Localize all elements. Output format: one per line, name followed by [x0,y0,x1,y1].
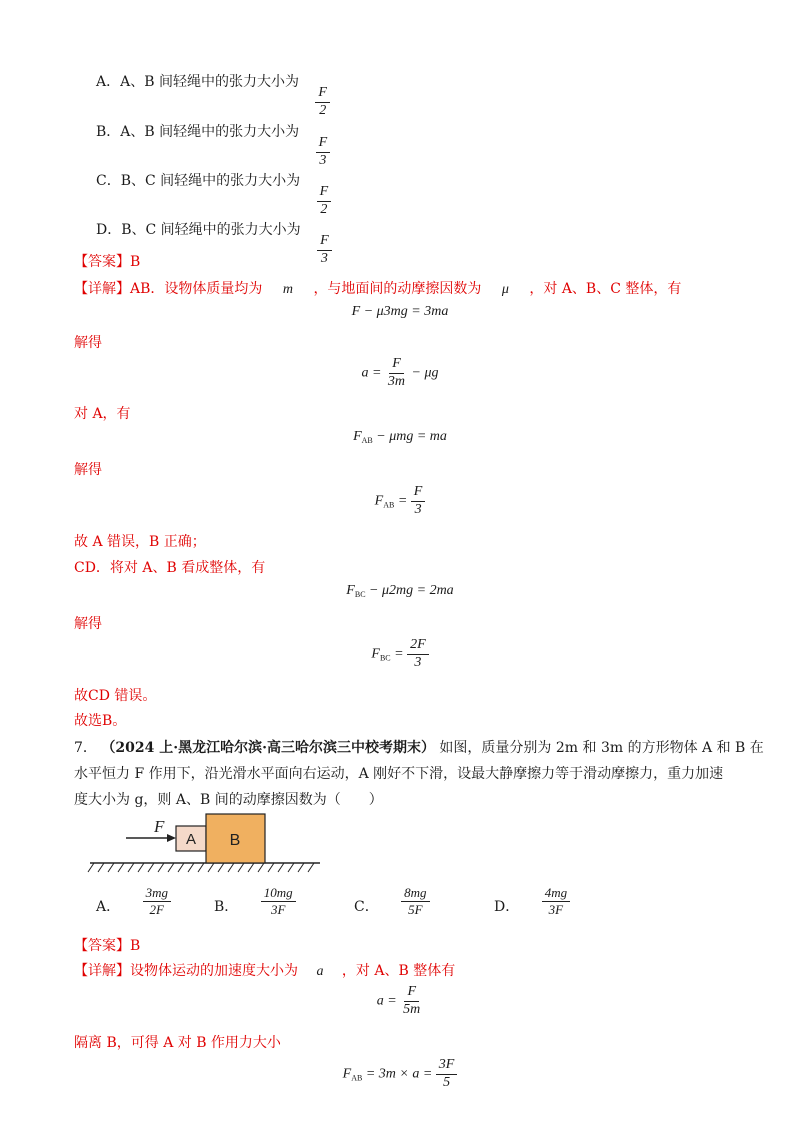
conclusion-1: 故 A 错误，B 正确； [74,534,206,550]
force-arrow [126,834,176,842]
equation-2: a = $\frac{F}{3m}$ − μg [361,356,439,389]
q7-equation-2: $F_{AB} = 3m \times a$ = $\frac{3F}{5}$ [0,1058,800,1090]
q7-stem-line1: 7． （2024 上·黑龙江哈尔滨·高三哈尔滨三中校考期末） 如图，质量分别为 2m 和 3m 的方形物体 A 和 B 在 [74,740,764,756]
fraction: $\frac{3F}{5}$ [436,1058,458,1090]
fraction: $\frac{F}{3}$ [411,485,426,517]
option-label: D．B、C 间轻绳中的张力大小为 [96,222,301,238]
q7-equation-1: a = $\frac{F}{5m}$ [0,985,800,1017]
q7-option-b: B． $\frac{10mg}{3F}$ [214,886,296,916]
for-a-label: 对 A，有 [74,406,131,422]
question-source: （2024 上·黑龙江哈尔滨·高三哈尔滨三中校考期末） [101,740,435,756]
q7-answer: 【答案】B [74,938,141,954]
equation-5: $F_{BC} - \mu 2mg = 2ma$ [346,583,454,599]
cd-label: CD．将对 A、B 看成整体，有 [74,560,266,576]
option-label: A．A、B 间轻绳中的张力大小为 [96,74,299,90]
equation-1: F − μ3mg = 3ma [351,304,449,319]
conclusion-2: 故CD 错误。 [74,688,157,704]
option-label: C．B、C 间轻绳中的张力大小为 [96,173,301,189]
q7-isolate-label: 隔离 B，可得 A 对 B 作用力大小 [74,1035,281,1051]
fraction: $\frac{8mg}{5F}$ [401,886,429,916]
q6-detail-intro: 【详解】AB．设物体质量均为 m ，与地面间的动摩擦因数为 μ ，对 A、B、C 整体，有 [74,281,682,297]
q7-detail-intro: 【详解】设物体运动的加速度大小为 a ，对 A、B 整体有 [74,963,456,979]
force-label: F [154,817,165,836]
equation-6: $F_{BC}$ = $\frac{2F}{3}$ [0,638,800,670]
q6-option-b [96,121,330,168]
q7-stem-line2: 水平恒力 F 作用下，沿光滑水平面向右运动，A 刚好不下滑，设最大静摩擦力等于滑动摩擦力，重力加速 [74,766,724,782]
fraction: $\frac{2F}{3}$ [407,638,429,670]
solve-label-1: 解得 [74,335,102,351]
fraction: $\frac{3mg}{2F}$ [143,886,171,916]
solve-label-3: 解得 [74,616,102,632]
ground-hatch [88,863,314,872]
fraction: $\frac{F}{2}$ [315,86,330,118]
q7-option-c: C． $\frac{8mg}{5F}$ [354,886,430,916]
q7-option-d: D． $\frac{4mg}{3F}$ [494,886,570,916]
equation-3: $F_{AB} - \mu mg$ = ma [353,429,447,445]
q6-answer: 【答案】B [74,254,141,270]
solve-label-2: 解得 [74,462,102,478]
q6-option-a [96,71,330,118]
symbol-mu: μ [501,282,509,297]
conclusion-3: 故选B。 [74,713,127,729]
symbol-m: m [282,282,293,297]
fraction: $\frac{F}{3m}$ [387,356,406,389]
fraction: $\frac{4mg}{3F}$ [542,886,570,916]
fraction: $\frac{F}{3}$ [316,136,331,168]
symbol-a: a [316,964,324,979]
question-number: 7． [74,740,97,756]
q7-option-a: A． $\frac{3mg}{2F}$ [96,886,171,916]
q7-stem-line3: 度大小为 g，则 A、B 间的动摩擦因数为（ ） [74,792,383,808]
block-a-label: A [185,831,197,848]
fraction: $\frac{F}{5m}$ [403,984,421,1017]
q7-figure [80,810,330,882]
equation-4: $F_{AB}$ = $\frac{F}{3}$ [0,485,800,517]
fraction: $\frac{F}{2}$ [317,185,332,217]
option-label: B．A、B 间轻绳中的张力大小为 [96,124,300,140]
fraction: $\frac{10mg}{3F}$ [261,886,296,916]
fraction: $\frac{F}{3}$ [317,234,332,266]
block-b-label: B [229,832,241,849]
q6-option-c [96,170,331,217]
